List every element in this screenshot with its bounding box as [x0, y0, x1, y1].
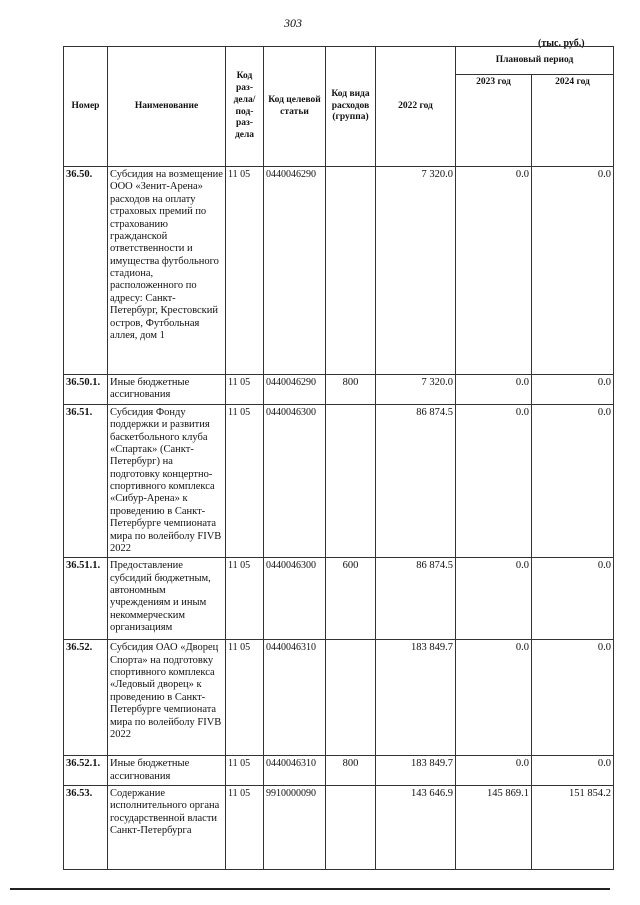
row-expense-type: 800	[326, 756, 376, 786]
row-value-2023: 0.0	[456, 558, 532, 640]
row-target-code: 0440046300	[264, 404, 326, 558]
row-section-code: 11 05	[226, 786, 264, 870]
row-target-code: 0440046290	[264, 167, 326, 375]
row-name: Субсидия на возмещение ООО «Зенит-Арена» расходов на оплату страховых премий по страхованию гражданской ответственности и имущества футбольного стадиона, расположенного по адресу: Санкт-Петербург, Крестовский остров, Футбольная аллея, дом 1	[108, 167, 226, 375]
table-row	[64, 756, 614, 786]
row-number: 36.50.	[64, 167, 108, 375]
row-expense-type: 800	[326, 375, 376, 405]
table-row	[64, 404, 614, 558]
row-value-2022: 86 874.5	[376, 404, 456, 558]
row-target-code: 9910000090	[264, 786, 326, 870]
row-name: Субсидия ОАО «Дворец Спорта» на подготовку спортивного комплекса «Ледовый дворец» к проведению в Санкт-Петербурге чемпионата мира по волейболу FIVB 2022	[108, 640, 226, 756]
row-name: Содержание исполнительного органа государственной власти Санкт-Петербурга	[108, 786, 226, 870]
row-value-2023: 0.0	[456, 167, 532, 375]
row-target-code: 0440046310	[264, 640, 326, 756]
header-2024: 2024 год	[532, 75, 614, 167]
row-expense-type	[326, 786, 376, 870]
header-target: Код целевой статьи	[264, 47, 326, 167]
row-name: Субсидия Фонду поддержки и развития баскетбольного клуба «Спартак» (Санкт-Петербург) на подготовку концертно-спортивного комплекса «Сибур-Арена» к проведению в Санкт-Петербурге чемпионата мира по волейболу FIVB 2022	[108, 404, 226, 558]
row-target-code: 0440046300	[264, 558, 326, 640]
header-planned: Плановый период	[456, 47, 614, 75]
budget-table	[63, 46, 614, 870]
row-value-2024: 151 854.2	[532, 786, 614, 870]
row-value-2022: 183 849.7	[376, 756, 456, 786]
row-number: 36.51.1.	[64, 558, 108, 640]
header-number: Номер	[64, 47, 108, 167]
row-number: 36.51.	[64, 404, 108, 558]
row-target-code: 0440046310	[264, 756, 326, 786]
row-value-2023: 0.0	[456, 404, 532, 558]
table-row	[64, 558, 614, 640]
row-value-2024: 0.0	[532, 558, 614, 640]
row-number: 36.50.1.	[64, 375, 108, 405]
row-expense-type	[326, 167, 376, 375]
header-2022: 2022 год	[376, 47, 456, 167]
row-section-code: 11 05	[226, 756, 264, 786]
row-value-2023: 145 869.1	[456, 786, 532, 870]
row-value-2024: 0.0	[532, 756, 614, 786]
row-value-2022: 183 849.7	[376, 640, 456, 756]
row-value-2024: 0.0	[532, 167, 614, 375]
row-value-2023: 0.0	[456, 640, 532, 756]
row-number: 36.52.1.	[64, 756, 108, 786]
row-value-2022: 7 320.0	[376, 375, 456, 405]
row-name: Иные бюджетные ассигнования	[108, 375, 226, 405]
row-value-2024: 0.0	[532, 375, 614, 405]
row-value-2022: 7 320.0	[376, 167, 456, 375]
row-name: Предоставление субсидий бюджетным, автономным учреждениям и иным некоммерческим организациям	[108, 558, 226, 640]
row-value-2023: 0.0	[456, 756, 532, 786]
row-value-2024: 0.0	[532, 640, 614, 756]
row-name: Иные бюджетные ассигнования	[108, 756, 226, 786]
page-number: 303	[284, 16, 302, 30]
table-row	[64, 786, 614, 870]
units-label: (тыс. руб.)	[538, 38, 585, 49]
row-section-code: 11 05	[226, 375, 264, 405]
table-row	[64, 640, 614, 756]
table-row	[64, 167, 614, 375]
row-section-code: 11 05	[226, 640, 264, 756]
row-expense-type	[326, 640, 376, 756]
row-number: 36.53.	[64, 786, 108, 870]
row-section-code: 11 05	[226, 167, 264, 375]
header-expense-type: Код вида расходов (группа)	[326, 47, 376, 167]
row-expense-type	[326, 404, 376, 558]
table-row	[64, 375, 614, 405]
row-section-code: 11 05	[226, 558, 264, 640]
header-section: Код раз- дела/ под- раз- дела	[226, 47, 264, 167]
row-value-2023: 0.0	[456, 375, 532, 405]
bottom-rule	[10, 888, 610, 890]
header-2023: 2023 год	[456, 75, 532, 167]
row-value-2024: 0.0	[532, 404, 614, 558]
row-number: 36.52.	[64, 640, 108, 756]
row-value-2022: 86 874.5	[376, 558, 456, 640]
row-section-code: 11 05	[226, 404, 264, 558]
row-target-code: 0440046290	[264, 375, 326, 405]
header-name: Наименование	[108, 47, 226, 167]
row-value-2022: 143 646.9	[376, 786, 456, 870]
row-expense-type: 600	[326, 558, 376, 640]
